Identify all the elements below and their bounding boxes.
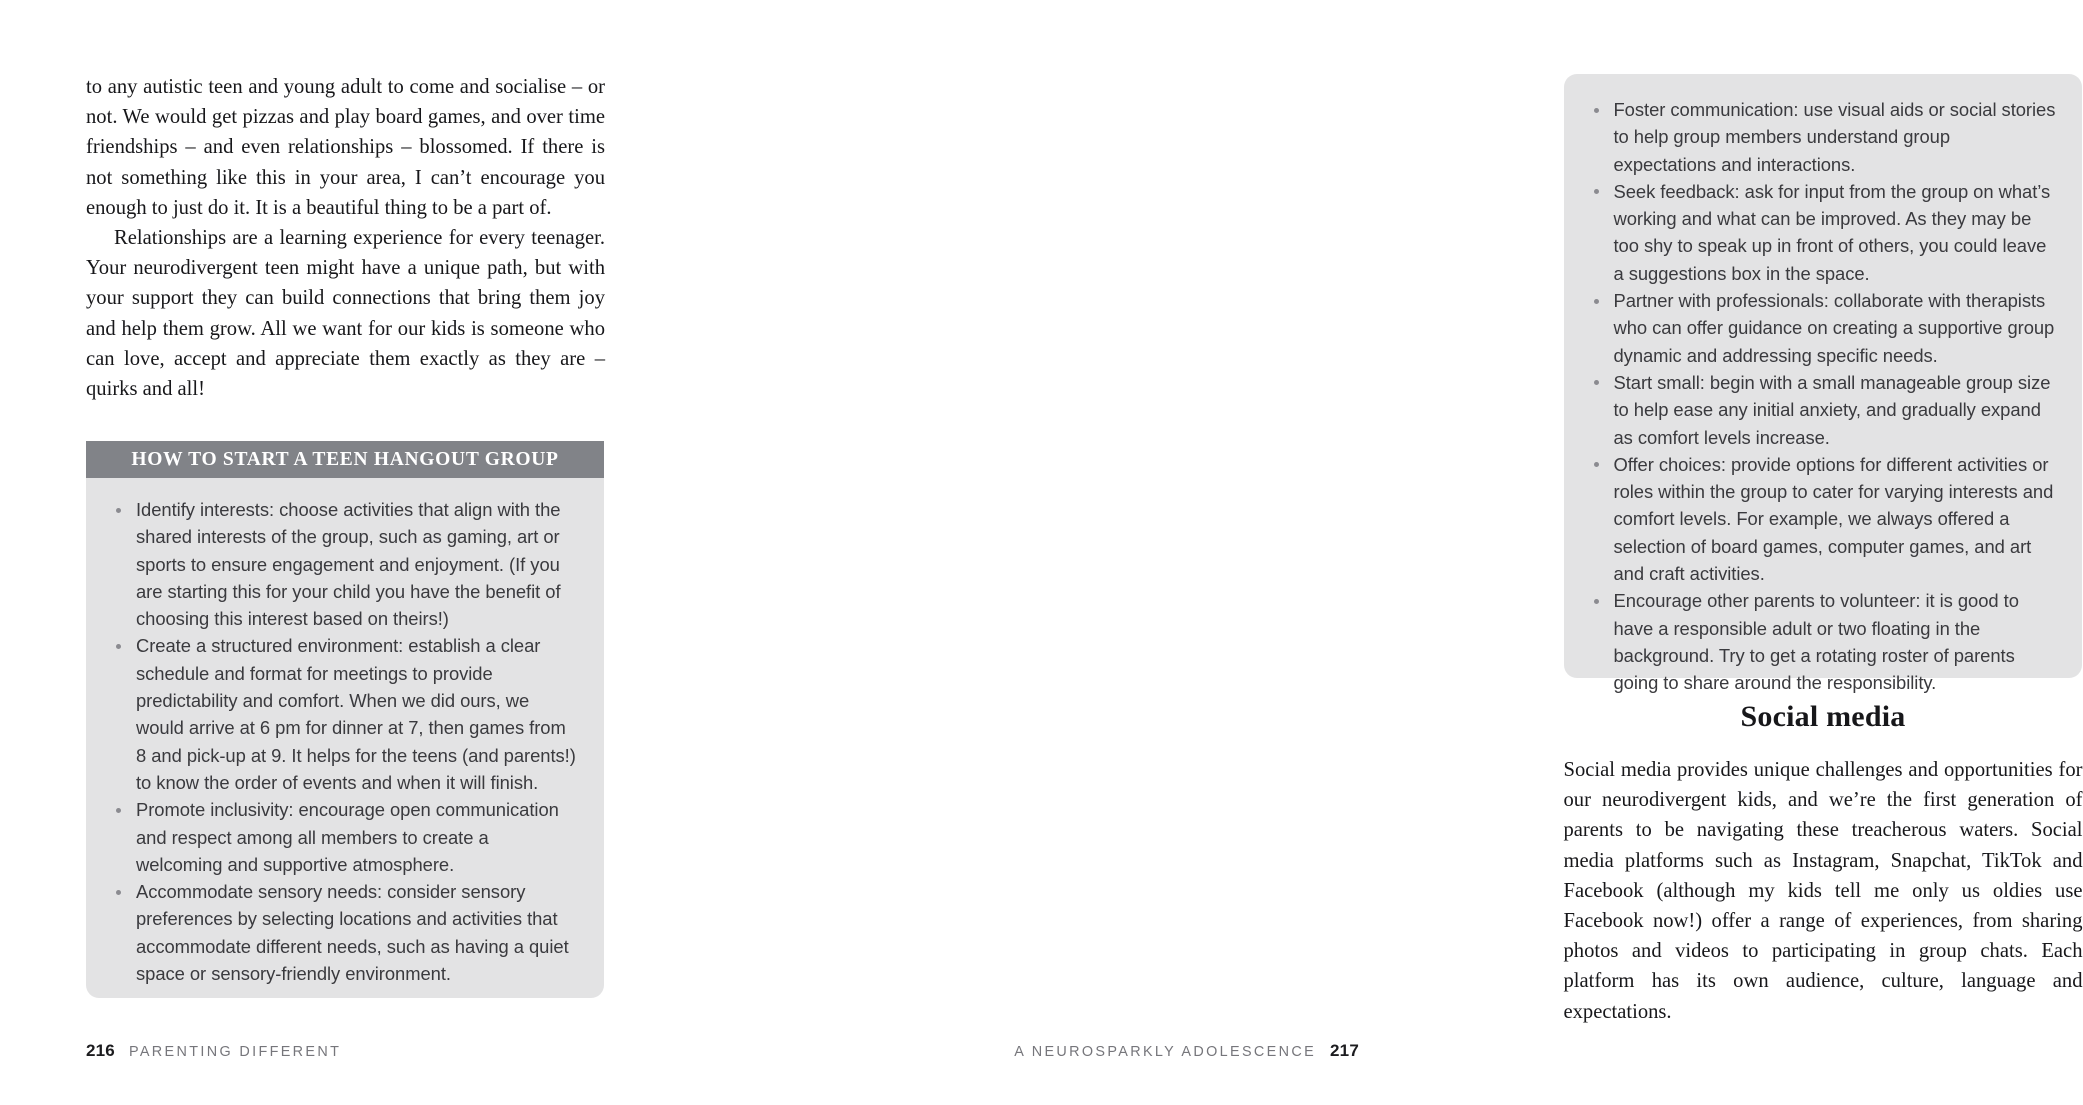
list-item: Encourage other parents to volunteer: it is good to have a responsible adult or two floating in the background. Try to get a rotating roster of parents going to share around the responsibility. <box>1588 587 2058 696</box>
callout-box-how-to-start-a-teen-hangout-group <box>86 441 604 998</box>
list-item: Foster communication: use visual aids or social stories to help group members understand group expectations and interactions. <box>1588 96 2058 178</box>
section-heading: Social media <box>1740 700 1906 733</box>
right-page-body-copy <box>1564 755 2083 1027</box>
paragraph: Relationships are a learning experience for every teenager. Your neurodivergent teen might have a unique path, but with your support they can build connections that bring them joy and help them grow. All we want for our kids is someone who can love, accept and appreciate them exactly as they are – quirks and all! <box>86 227 605 401</box>
page-number: 217 <box>1330 1041 1359 1060</box>
callout-title: HOW TO START A TEEN HANGOUT GROUP <box>131 448 559 470</box>
list-item: Start small: begin with a small manageable group size to help ease any initial anxiety, and gradually expand as comfort levels increase. <box>1588 369 2058 451</box>
paragraph: to any autistic teen and young adult to come and socialise – or not. We would get pizzas and play board games, and over time friendships – and even relationships – blossomed. If there is not something like this in your area, I can’t encourage you enough to just do it. It is a beautiful thing to be a part of. <box>86 76 605 219</box>
list-item: Accommodate sensory needs: consider sensory preferences by selecting locations and activities that accommodate different needs, such as having a quiet space or sensory-friendly environment. <box>110 878 578 987</box>
list-item: Identify interests: choose activities that align with the shared interests of the group, such as gaming, art or sports to ensure engagement and enjoyment. (If you are starting this for your child you have the benefit of choosing this interest based on theirs!) <box>110 496 578 632</box>
section-heading-wrap <box>1564 700 2083 756</box>
right-page <box>723 0 2083 1105</box>
list-item: Promote inclusivity: encourage open communication and respect among all members to create a welcoming and supportive atmosphere. <box>110 796 578 878</box>
paragraph: Social media provides unique challenges and opportunities for our neurodivergent kids, and we’re the first generation of parents to be navigating these treacherous waters. Social media platforms such as Instagram, Snapchat, TikTok and Facebook (although my kids tell me only us oldies use Facebook now!) offer a range of experiences, from sharing photos and videos to participating in group chats. Each platform has its own audience, culture, language and expectations. <box>1563 759 2083 1023</box>
callout-box-continued <box>1564 74 2082 694</box>
running-head: A NEUROSPARKLY ADOLESCENCE <box>1014 1044 1317 1060</box>
callout-body <box>86 478 604 1007</box>
callout-bullet-list <box>1588 96 2058 697</box>
list-item: Offer choices: provide options for different activities or roles within the group to cater for varying interests and comfort levels. For example, we always offered a selection of board games, computer games, and art and craft activities. <box>1588 451 2058 587</box>
right-page-footer <box>1014 1041 1359 1061</box>
left-page-body-copy <box>86 72 605 404</box>
list-item: Seek feedback: ask for input from the group on what’s working and what can be improved. As they may be too shy to speak up in front of others, you could leave a suggestions box in the space. <box>1588 178 2058 287</box>
list-item: Partner with professionals: collaborate with therapists who can offer guidance on creating a supportive group dynamic and addressing specific needs. <box>1588 287 2058 369</box>
running-head: PARENTING DIFFERENT <box>128 1044 342 1060</box>
callout-header <box>86 441 604 478</box>
list-item: Create a structured environment: establish a clear schedule and format for meetings to provide predictability and comfort. When we did ours, we would arrive at 6 pm for dinner at 7, then games from 8 and pick-up at 9. It helps for the teens (and parents!) to know the order of events and when it will finish. <box>110 632 578 796</box>
left-page-footer <box>86 1041 341 1061</box>
callout-bullet-list <box>110 496 578 987</box>
callout-body <box>1564 74 2082 717</box>
left-page <box>0 0 723 1105</box>
page-number: 216 <box>86 1041 115 1060</box>
